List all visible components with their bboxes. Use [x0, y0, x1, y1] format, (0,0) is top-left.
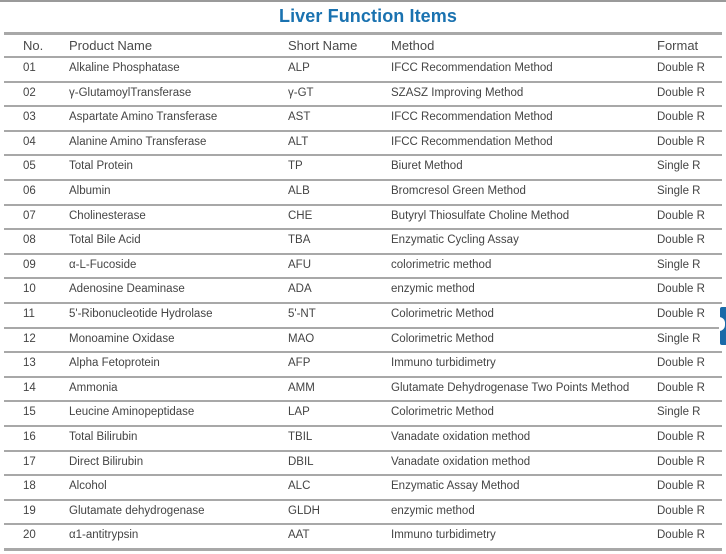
cell-no: 13 [23, 357, 36, 370]
cell-short-name: γ-GT [288, 86, 314, 99]
table-row [4, 523, 722, 548]
cell-no: 02 [23, 86, 36, 99]
cell-method: Enzymatic Cycling Assay [391, 234, 519, 247]
cell-format: Double R [657, 529, 705, 542]
cell-method: Colorimetric Method [391, 406, 494, 419]
cell-method: Colorimetric Method [391, 332, 494, 345]
cell-format: Single R [657, 332, 701, 345]
cell-short-name: AST [288, 111, 311, 124]
cell-no: 03 [23, 111, 36, 124]
cell-short-name: MAO [288, 332, 315, 345]
cell-product-name: Alpha Fetoprotein [69, 357, 160, 370]
cell-short-name: ALP [288, 62, 310, 74]
cell-format: Double R [657, 209, 705, 222]
cell-short-name: TBA [288, 234, 311, 247]
cell-format: Double R [657, 430, 705, 443]
page-title: Liver Function Items [278, 6, 458, 26]
cell-method: Immuno turbidimetry [391, 357, 496, 370]
cell-short-name: 5'-NT [288, 307, 316, 320]
cell-no: 04 [23, 135, 36, 148]
table-row [4, 351, 722, 376]
cell-format: Single R [657, 184, 701, 197]
cell-product-name: Alkaline Phosphatase [69, 62, 180, 74]
cell-no: 08 [23, 234, 36, 247]
cell-format: Double R [657, 111, 705, 124]
table-row [4, 376, 722, 401]
column-header-format: Format [657, 38, 699, 53]
cell-short-name: ALB [288, 184, 310, 197]
cell-method: colorimetric method [391, 258, 492, 271]
cell-short-name: ADA [288, 283, 312, 296]
table-row [4, 327, 722, 352]
cell-method: Vanadate oxidation method [391, 455, 531, 468]
cell-no: 11 [23, 307, 35, 320]
cell-product-name: Total Bilirubin [69, 430, 138, 443]
table-row [4, 277, 722, 302]
cell-no: 12 [23, 332, 36, 345]
cell-product-name: Glutamate dehydrogenase [69, 504, 205, 517]
cell-short-name: AFU [288, 258, 311, 271]
cell-format: Double R [657, 480, 705, 493]
cell-no: 18 [23, 480, 36, 493]
column-header-product-name: Product Name [69, 38, 153, 53]
cell-format: Single R [657, 258, 701, 271]
cell-short-name: AFP [288, 357, 311, 370]
cell-no: 05 [23, 160, 36, 173]
cell-method: Immuno turbidimetry [391, 529, 496, 542]
cell-method: IFCC Recommendation Method [391, 135, 553, 148]
cell-product-name: Direct Bilirubin [69, 455, 144, 468]
cell-no: 10 [23, 283, 36, 296]
table-row [4, 154, 722, 179]
cell-format: Double R [657, 504, 705, 517]
cell-method: Glutamate Dehydrogenase Two Points Method [391, 381, 630, 394]
column-header-method: Method [391, 38, 435, 53]
cell-format: Double R [657, 135, 705, 148]
cell-product-name: Alcohol [69, 480, 107, 493]
cell-format: Single R [657, 406, 701, 419]
cell-no: 09 [23, 258, 36, 271]
cell-short-name: AMM [288, 381, 315, 394]
table-row [4, 204, 722, 229]
table-row [4, 474, 722, 499]
cell-no: 19 [23, 504, 36, 517]
cell-no: 17 [23, 455, 36, 468]
cell-no: 16 [23, 430, 36, 443]
table-row [4, 253, 722, 278]
cell-method: Biuret Method [391, 160, 463, 173]
cell-method: Butyryl Thiosulfate Choline Method [391, 209, 570, 222]
cell-format: Double R [657, 307, 705, 320]
cell-format: Double R [657, 357, 705, 370]
table-row [4, 400, 722, 425]
cell-product-name: Adenosine Deaminase [69, 283, 185, 296]
top-divider [0, 0, 726, 2]
cell-short-name: TP [288, 160, 303, 173]
cell-format: Double R [657, 234, 705, 247]
cell-product-name: γ-GlutamoylTransferase [69, 86, 192, 99]
table-row [4, 179, 722, 204]
cell-short-name: TBIL [288, 430, 313, 443]
table-row [4, 425, 722, 450]
table-row [4, 302, 722, 327]
cell-format: Double R [657, 283, 705, 296]
cell-method: enzymic method [391, 283, 475, 296]
cell-method: Enzymatic Assay Method [391, 480, 520, 493]
cell-product-name: Aspartate Amino Transferase [69, 111, 218, 124]
cell-product-name: α1-antitrypsin [69, 529, 139, 542]
cell-method: enzymic method [391, 504, 475, 517]
cell-no: 01 [23, 62, 36, 74]
cell-format: Double R [657, 455, 705, 468]
cell-method: Bromcresol Green Method [391, 184, 526, 197]
cell-product-name: Total Bile Acid [69, 234, 141, 247]
cell-format: Single R [657, 160, 701, 173]
cell-no: 20 [23, 529, 36, 542]
cell-method: IFCC Recommendation Method [391, 111, 553, 124]
cell-short-name: CHE [288, 209, 313, 222]
cell-product-name: Albumin [69, 184, 111, 197]
cell-product-name: Alanine Amino Transferase [69, 135, 207, 148]
cell-no: 15 [23, 406, 36, 419]
cell-product-name: Monoamine Oxidase [69, 332, 175, 345]
table-row [4, 105, 722, 130]
cell-short-name: ALC [288, 480, 311, 493]
cell-no: 14 [23, 381, 36, 394]
cell-product-name: 5'-Ribonucleotide Hydrolase [69, 307, 213, 320]
cell-product-name: α-L-Fucoside [69, 258, 137, 271]
cell-no: 07 [23, 209, 36, 222]
table-row [4, 56, 722, 81]
cell-format: Double R [657, 381, 705, 394]
table-row [4, 499, 722, 524]
cell-product-name: Leucine Aminopeptidase [69, 406, 195, 419]
table-row [4, 450, 722, 475]
cell-short-name: ALT [288, 135, 309, 148]
column-header-short-name: Short Name [288, 38, 358, 53]
cell-short-name: LAP [288, 406, 310, 419]
bottom-divider [4, 548, 722, 551]
cell-product-name: Total Protein [69, 160, 133, 173]
cell-short-name: DBIL [288, 455, 314, 468]
table-body [4, 56, 722, 548]
cell-short-name: GLDH [288, 504, 320, 517]
liver-function-table [4, 32, 722, 551]
table-header [4, 32, 722, 56]
cell-product-name: Cholinesterase [69, 209, 146, 222]
table-row [4, 81, 722, 106]
cell-method: SZASZ Improving Method [391, 86, 524, 99]
cell-format: Double R [657, 86, 705, 99]
cell-no: 06 [23, 184, 36, 197]
table-row [4, 228, 722, 253]
cell-method: IFCC Recommendation Method [391, 62, 553, 74]
cell-method: Colorimetric Method [391, 307, 494, 320]
cell-product-name: Ammonia [69, 381, 118, 394]
cell-format: Double R [657, 62, 705, 74]
cell-method: Vanadate oxidation method [391, 430, 531, 443]
column-header-no: No. [23, 38, 44, 53]
cell-short-name: AAT [288, 529, 310, 542]
table-row [4, 130, 722, 155]
